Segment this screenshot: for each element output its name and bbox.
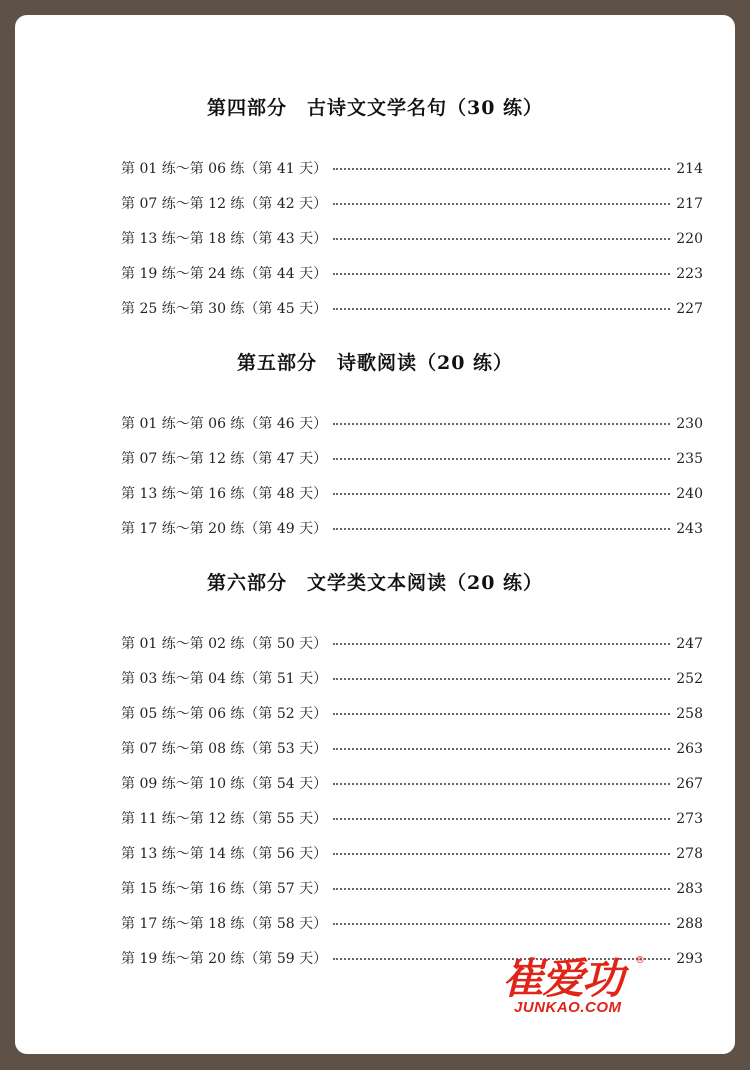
toc-entry-page: 252 <box>676 671 703 687</box>
toc-entry-page: 288 <box>676 916 703 932</box>
leader-dots <box>333 922 670 925</box>
toc-entry-page: 267 <box>676 776 703 792</box>
toc-entry-page: 263 <box>676 741 703 757</box>
toc-entry-page: 235 <box>676 451 703 467</box>
toc-entry-label: 第 05 练～第 06 练（第 52 天） <box>121 706 328 722</box>
toc-entry-page: 273 <box>676 811 703 827</box>
leader-dots <box>333 887 670 890</box>
toc-entry[interactable] <box>121 703 703 723</box>
toc-entry-label: 第 17 练～第 18 练（第 58 天） <box>121 916 328 932</box>
toc-entry[interactable] <box>121 228 703 248</box>
toc-entry-label: 第 13 练～第 18 练（第 43 天） <box>121 231 328 247</box>
section-4-title: 第四部分 古诗文文学名句（30 练） <box>206 97 544 119</box>
toc-entry[interactable] <box>121 448 703 468</box>
leader-dots <box>333 272 670 275</box>
toc-entry-page: 220 <box>676 231 703 247</box>
toc-entry[interactable] <box>121 193 703 213</box>
leader-dots <box>333 527 670 530</box>
toc-entry[interactable] <box>121 518 703 538</box>
toc-entry[interactable] <box>121 773 703 793</box>
toc-entry-label: 第 01 练～第 02 练（第 50 天） <box>121 636 328 652</box>
toc-entry-label: 第 07 练～第 12 练（第 42 天） <box>121 196 328 212</box>
toc-entry-page: 293 <box>676 951 703 967</box>
leader-dots <box>333 747 670 750</box>
section-6-title: 第六部分 文学类文本阅读（20 练） <box>206 572 544 594</box>
leader-dots <box>333 852 670 855</box>
leader-dots <box>333 677 670 680</box>
toc-entry-page: 243 <box>676 521 703 537</box>
toc-entry-page: 283 <box>676 881 703 897</box>
toc-entry[interactable] <box>121 843 703 863</box>
toc-entry-label: 第 01 练～第 06 练（第 41 天） <box>121 161 328 177</box>
leader-dots <box>333 167 670 170</box>
leader-dots <box>333 457 670 460</box>
leader-dots <box>333 202 670 205</box>
toc-entry[interactable] <box>121 808 703 828</box>
toc-entry-label: 第 03 练～第 04 练（第 51 天） <box>121 671 328 687</box>
toc-entry-label: 第 19 练～第 20 练（第 59 天） <box>121 951 328 967</box>
toc-entry-page: 227 <box>676 301 703 317</box>
toc-entry[interactable] <box>121 668 703 688</box>
toc-entry-label: 第 15 练～第 16 练（第 57 天） <box>121 881 328 897</box>
toc-entry-label: 第 17 练～第 20 练（第 49 天） <box>121 521 328 537</box>
toc-entry-label: 第 19 练～第 24 练（第 44 天） <box>121 266 328 282</box>
leader-dots <box>333 422 670 425</box>
leader-dots <box>333 492 670 495</box>
toc-entry-page: 230 <box>676 416 703 432</box>
toc-entry-page: 240 <box>676 486 703 502</box>
registered-mark: ® <box>635 955 645 966</box>
toc-entry-label: 第 01 练～第 06 练（第 46 天） <box>121 416 328 432</box>
section-5-title: 第五部分 诗歌阅读（20 练） <box>236 352 514 374</box>
leader-dots <box>333 712 670 715</box>
toc-entry[interactable] <box>121 878 703 898</box>
toc-entry[interactable] <box>121 633 703 653</box>
watermark-domain: JUNKAO.COM <box>514 999 622 1016</box>
toc-entry-page: 278 <box>676 846 703 862</box>
toc-entry[interactable] <box>121 483 703 503</box>
toc-entry-page: 214 <box>676 161 703 177</box>
leader-dots <box>333 237 670 240</box>
toc-page <box>15 15 735 1054</box>
leader-dots <box>333 817 670 820</box>
watermark-brand: 崔爱功 <box>502 954 623 1003</box>
toc-entry-label: 第 13 练～第 14 练（第 56 天） <box>121 846 328 862</box>
watermark-logo <box>502 955 672 1035</box>
toc-entry-page: 217 <box>676 196 703 212</box>
toc-entry[interactable] <box>121 263 703 283</box>
toc-entry-label: 第 09 练～第 10 练（第 54 天） <box>121 776 328 792</box>
toc-entry[interactable] <box>121 298 703 318</box>
toc-entry[interactable] <box>121 413 703 433</box>
toc-entry-label: 第 13 练～第 16 练（第 48 天） <box>121 486 328 502</box>
leader-dots <box>333 642 670 645</box>
toc-entry[interactable] <box>121 738 703 758</box>
toc-entry[interactable] <box>121 913 703 933</box>
toc-entry-label: 第 07 练～第 08 练（第 53 天） <box>121 741 328 757</box>
toc-entry[interactable] <box>121 158 703 178</box>
toc-entry-label: 第 25 练～第 30 练（第 45 天） <box>121 301 328 317</box>
toc-entry-label: 第 11 练～第 12 练（第 55 天） <box>121 811 328 827</box>
toc-entry-label: 第 07 练～第 12 练（第 47 天） <box>121 451 328 467</box>
toc-entry-page: 247 <box>676 636 703 652</box>
toc-entry-page: 258 <box>676 706 703 722</box>
leader-dots <box>333 782 670 785</box>
toc-entry-page: 223 <box>676 266 703 282</box>
leader-dots <box>333 307 670 310</box>
